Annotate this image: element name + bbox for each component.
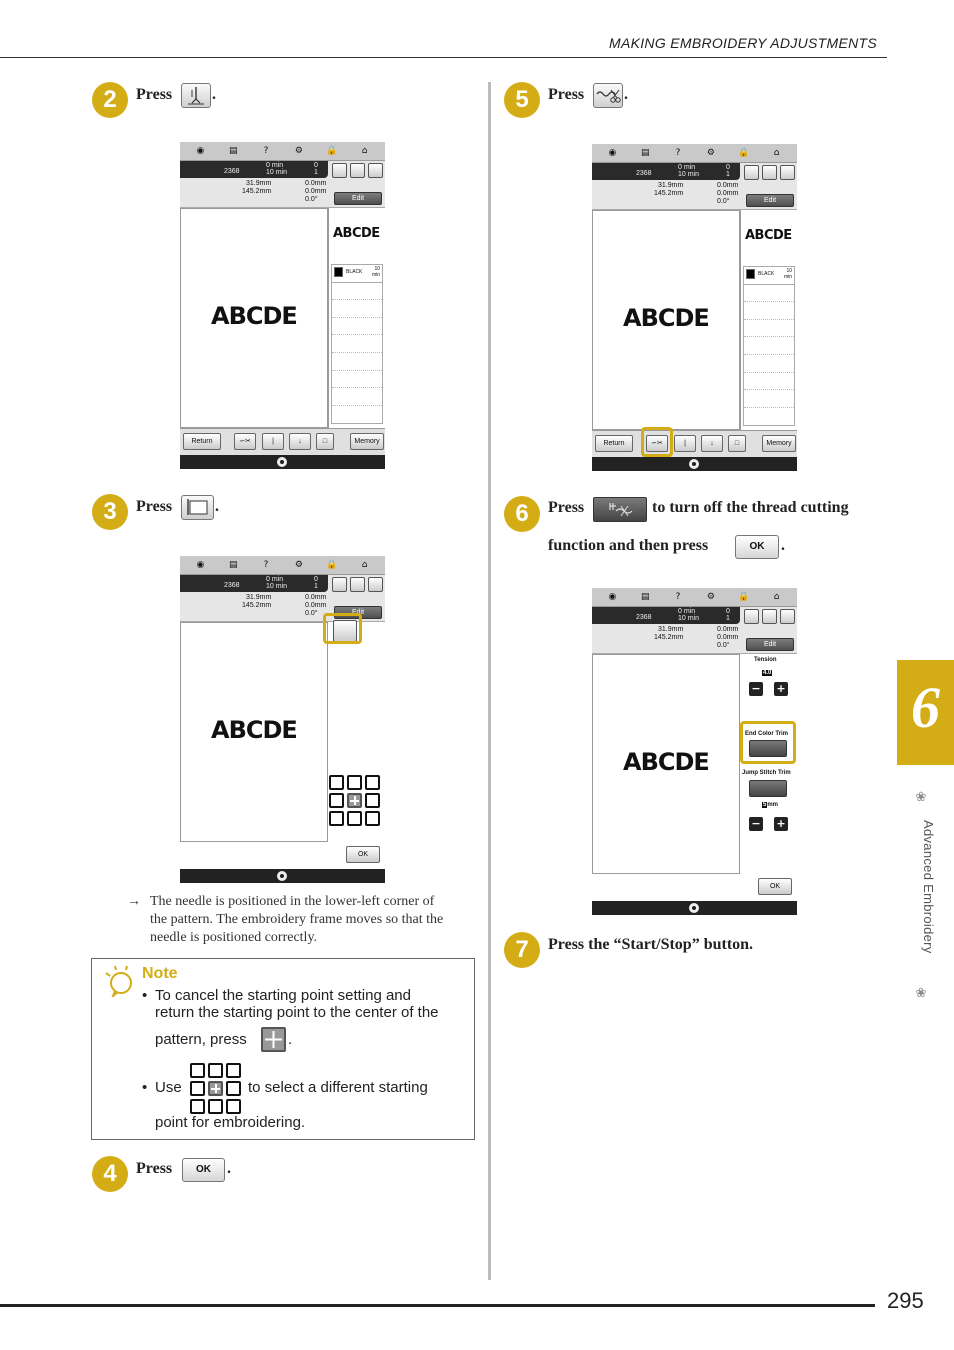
status-bar	[592, 163, 740, 180]
start-bottom-right[interactable]	[226, 1099, 241, 1114]
offset-y: 0.0mm	[305, 594, 327, 601]
offset-x: 0.0mm	[717, 634, 739, 641]
thread-icon	[744, 609, 759, 624]
time-total: 10 min	[266, 169, 288, 176]
color-swatch	[334, 267, 343, 277]
rotation-angle: 0.0°	[305, 610, 318, 617]
screen-footer	[592, 901, 797, 915]
step-4-label: Press	[136, 1160, 173, 1177]
screen-step-2	[180, 142, 385, 469]
time-elapsed: 0 min	[678, 608, 696, 615]
end-color-trim-label: End Color Trim	[745, 731, 789, 737]
side-label	[901, 790, 941, 1010]
note-bullet1-end: .	[288, 1031, 293, 1048]
thread-cut-button[interactable]: ∽✂	[234, 433, 256, 450]
thread-icon	[332, 577, 347, 592]
tension-minus-button[interactable]: −	[749, 682, 763, 696]
status-bar	[180, 161, 328, 178]
return-button[interactable]: Return	[183, 433, 221, 450]
step-5-label: Press	[548, 86, 585, 103]
color-current: 0	[726, 608, 730, 615]
color-total: 1	[314, 583, 318, 590]
step-5-suffix: .	[624, 86, 628, 103]
column-divider	[488, 82, 491, 1280]
side-panel	[328, 208, 385, 428]
note-bullet1-line1: To cancel the starting point setting and	[155, 987, 411, 1004]
color-current: 0	[726, 164, 730, 171]
thread-color-row[interactable]	[744, 267, 794, 285]
step-6-line2: function and then press	[548, 537, 709, 554]
size-icon	[368, 577, 383, 592]
pattern-height: 145.2mm	[242, 188, 272, 195]
end-color-trim-button[interactable]	[593, 497, 647, 522]
offset-y: 0.0mm	[305, 180, 327, 187]
screen-footer	[180, 869, 385, 883]
start-bottom-center[interactable]	[347, 811, 362, 826]
start-middle-right[interactable]	[226, 1081, 241, 1096]
size-icon	[780, 165, 795, 180]
screen-step-5	[592, 144, 797, 471]
page-number: 295	[887, 1288, 924, 1313]
screen-footer	[180, 455, 385, 469]
jump-plus-button[interactable]: +	[774, 817, 788, 831]
rotation-angle: 0.0°	[305, 196, 318, 203]
thread-color-list	[331, 264, 383, 424]
side-panel	[328, 622, 385, 862]
needle-start-button[interactable]: |	[674, 435, 696, 452]
status-bar	[592, 607, 740, 624]
edit-button[interactable]: Edit	[746, 194, 794, 207]
home-icon: ⌂	[773, 148, 780, 158]
pattern-text: ABCDE	[211, 302, 297, 330]
step-badge-6: 6	[504, 496, 540, 532]
pattern-preview	[592, 210, 740, 430]
step-7-text: Press the “Start/Stop” button.	[548, 936, 754, 953]
jump-stitch-trim-label: Jump Stitch Trim	[742, 770, 791, 776]
bottom-bar	[180, 842, 385, 869]
time-elapsed: 0 min	[678, 164, 696, 171]
step-2-text	[136, 86, 172, 104]
page-icon: ▤	[228, 560, 238, 570]
pattern-preview	[180, 208, 328, 428]
lock-icon: 🔒	[738, 148, 750, 158]
bottom-bar	[592, 874, 797, 901]
starting-point-icon	[182, 496, 213, 519]
pattern-text: ABCDE	[623, 304, 709, 332]
pattern-thumb: ABCDE	[333, 226, 380, 241]
screen-step-3	[180, 556, 385, 883]
color-total: 1	[726, 615, 730, 622]
stitch-count: 2368	[224, 168, 240, 175]
status-panel	[592, 162, 797, 210]
needle-down-button[interactable]	[181, 83, 211, 108]
chapter-number: 6	[911, 675, 940, 740]
thread-time: 10 min	[783, 268, 792, 280]
thread-color-row[interactable]	[332, 265, 382, 283]
settings-icon: ⚙	[294, 560, 303, 570]
status-panel	[592, 606, 797, 654]
edit-button[interactable]: Edit	[334, 192, 382, 205]
settings-icon: ⚙	[294, 146, 303, 156]
step-3-label: Press	[136, 498, 173, 515]
pattern-width: 31.9mm	[658, 626, 684, 633]
pattern-height: 145.2mm	[654, 634, 684, 641]
help-icon: ?	[675, 148, 681, 158]
memory-button[interactable]: Memory	[350, 433, 384, 450]
needle-down-button[interactable]: ↓	[701, 435, 723, 452]
start-bottom-center[interactable]	[208, 1099, 223, 1114]
step-2-suffix: .	[212, 86, 216, 103]
thread-icon	[744, 165, 759, 180]
step-3-suffix: .	[215, 498, 219, 515]
start-bottom-right[interactable]	[365, 811, 380, 826]
bottom-bar	[180, 428, 385, 455]
needle-start-button[interactable]: |	[262, 433, 284, 450]
edit-button[interactable]: Edit	[334, 606, 382, 619]
footer-rule	[0, 1304, 875, 1307]
trim-settings-panel	[740, 654, 797, 904]
start-center[interactable]	[208, 1081, 223, 1096]
note-title: Note	[142, 965, 178, 982]
page-icon: ▤	[640, 148, 650, 158]
pattern-preview	[180, 622, 328, 842]
tension-label: Tension	[754, 657, 777, 663]
time-elapsed: 0 min	[266, 576, 284, 583]
start-bottom-left[interactable]	[329, 811, 344, 826]
jump-stitch-trim-button[interactable]	[749, 780, 787, 797]
note-bullet1-line3: pattern, press	[155, 1031, 247, 1048]
lightbulb-icon	[102, 965, 136, 997]
start-center[interactable]	[347, 793, 362, 808]
time-total: 10 min	[266, 583, 288, 590]
pattern-width: 31.9mm	[246, 594, 272, 601]
home-icon: ⌂	[361, 146, 368, 156]
step-3-text	[136, 498, 172, 516]
note-bullet2-pre: Use	[155, 1079, 182, 1096]
pattern-thumb: ABCDE	[745, 228, 792, 243]
thread-cut-button[interactable]: ∽✂	[646, 435, 668, 452]
time-elapsed: 0 min	[266, 162, 284, 169]
screen-toolbar	[180, 556, 385, 574]
page-icon: ▤	[640, 592, 650, 602]
color-total: 1	[726, 171, 730, 178]
note-bullet2-post: to select a different starting	[248, 1079, 428, 1096]
thread-cut-button[interactable]	[593, 83, 623, 108]
section-title: MAKING EMBROIDERY ADJUSTMENTS	[609, 35, 877, 51]
trim-off-icon	[594, 498, 646, 521]
screen-toolbar	[592, 588, 797, 606]
start-middle-right[interactable]	[365, 793, 380, 808]
color-current: 0	[314, 576, 318, 583]
thread-color-name: BLACK	[758, 271, 775, 277]
center-start-button[interactable]	[261, 1027, 286, 1052]
settings-icon: ⚙	[706, 148, 715, 158]
rotation-angle: 0.0°	[717, 642, 730, 649]
frame-icon	[350, 163, 365, 178]
help-icon: ?	[675, 592, 681, 602]
stitch-count: 2368	[636, 170, 652, 177]
camera-icon: ◉	[608, 592, 617, 602]
flourish-icon: ❀	[915, 789, 927, 804]
scroll-icon	[689, 459, 699, 469]
help-icon: ?	[263, 560, 269, 570]
ok-button[interactable]: OK	[182, 1158, 225, 1182]
start-top-right[interactable]	[226, 1063, 241, 1078]
jump-minus-button[interactable]: −	[749, 817, 763, 831]
camera-icon: ◉	[608, 148, 617, 158]
ok-button[interactable]: OK	[346, 846, 380, 863]
note-bullet1-line2: return the starting point to the center of the	[155, 1004, 439, 1021]
pattern-height: 145.2mm	[242, 602, 272, 609]
thread-color-list	[743, 266, 795, 426]
help-icon: ?	[263, 146, 269, 156]
step-badge-7: 7	[504, 932, 540, 968]
starting-point-button[interactable]	[181, 495, 214, 520]
size-icon	[368, 163, 383, 178]
page-header	[0, 34, 887, 58]
home-icon: ⌂	[361, 560, 368, 570]
camera-icon: ◉	[196, 146, 205, 156]
step-4-suffix: .	[227, 1160, 231, 1177]
rotation-angle: 0.0°	[717, 198, 730, 205]
scroll-icon	[277, 457, 287, 467]
start-top-left[interactable]	[329, 775, 344, 790]
home-icon: ⌂	[773, 592, 780, 602]
frame-icon	[762, 165, 777, 180]
tension-value: 4.0	[763, 670, 772, 676]
ok-button[interactable]: OK	[758, 878, 792, 895]
thread-icon	[332, 163, 347, 178]
frame-icon	[350, 577, 365, 592]
step-6-middle: to turn off the thread cutting	[652, 499, 849, 516]
needle-down-icon	[182, 84, 210, 107]
start-top-center[interactable]	[347, 775, 362, 790]
lock-icon: 🔒	[738, 592, 750, 602]
thread-color-name: BLACK	[346, 269, 363, 275]
time-total: 10 min	[678, 171, 700, 178]
lock-icon: 🔒	[326, 560, 338, 570]
start-top-center[interactable]	[208, 1063, 223, 1078]
note-box	[91, 958, 475, 1140]
settings-icon: ⚙	[706, 592, 715, 602]
start-middle-left[interactable]	[190, 1081, 205, 1096]
screen-toolbar	[592, 144, 797, 162]
pattern-height: 145.2mm	[654, 190, 684, 197]
flourish-icon: ❀	[915, 985, 927, 1000]
camera-icon: ◉	[196, 560, 205, 570]
highlight-starting-point	[323, 613, 362, 644]
bottom-bar	[592, 430, 797, 457]
step-badge-2: 2	[92, 82, 128, 118]
highlight-thread-cut	[641, 427, 673, 457]
note-starting-point-grid	[190, 1063, 241, 1114]
offset-y: 0.0mm	[717, 182, 739, 189]
crosshair-icon	[263, 1029, 284, 1050]
result-line-2: the pattern. The embroidery frame moves so that the	[150, 912, 444, 927]
step-2-label: Press	[136, 86, 173, 103]
scroll-icon	[689, 903, 699, 913]
step-6-label: Press	[548, 499, 585, 516]
screen-toolbar	[180, 142, 385, 160]
color-swatch	[746, 269, 755, 279]
starting-point-grid	[329, 775, 380, 826]
time-total: 10 min	[678, 615, 700, 622]
result-line-1: The needle is positioned in the lower-left corner of	[150, 894, 435, 909]
start-top-right[interactable]	[365, 775, 380, 790]
ok-button[interactable]: OK	[735, 535, 779, 559]
chapter-tab	[897, 660, 954, 765]
step-badge-4: 4	[92, 1156, 128, 1192]
offset-x: 0.0mm	[717, 190, 739, 197]
stitch-count: 2368	[224, 582, 240, 589]
offset-x: 0.0mm	[305, 602, 327, 609]
trial-button[interactable]: □	[316, 433, 334, 450]
offset-x: 0.0mm	[305, 188, 327, 195]
color-current: 0	[314, 162, 318, 169]
frame-icon	[762, 609, 777, 624]
pattern-width: 31.9mm	[246, 180, 272, 187]
start-bottom-left[interactable]	[190, 1099, 205, 1114]
jump-value: 5mm	[763, 802, 779, 808]
result-arrow: →	[127, 894, 141, 909]
lock-icon: 🔒	[326, 146, 338, 156]
pattern-preview	[592, 654, 740, 874]
pattern-width: 31.9mm	[658, 182, 684, 189]
side-panel	[740, 210, 797, 430]
note-bullet2-line2: point for embroidering.	[155, 1114, 306, 1131]
status-bar	[180, 575, 328, 592]
start-top-left[interactable]	[190, 1063, 205, 1078]
trial-button[interactable]: □	[728, 435, 746, 452]
edit-button[interactable]: Edit	[746, 638, 794, 651]
tension-plus-button[interactable]: +	[774, 682, 788, 696]
page-icon: ▤	[228, 146, 238, 156]
highlight-end-color-trim	[740, 721, 796, 764]
size-icon	[780, 609, 795, 624]
step-badge-3: 3	[92, 494, 128, 530]
screen-footer	[592, 457, 797, 471]
thread-cut-icon	[594, 84, 622, 107]
color-total: 1	[314, 169, 318, 176]
note-bullet: •	[142, 987, 148, 1004]
start-middle-left[interactable]	[329, 793, 344, 808]
result-line-3: needle is positioned correctly.	[150, 930, 318, 945]
thread-time: 10 min	[371, 266, 380, 278]
side-label-text: Advanced Embroidery	[921, 820, 936, 954]
return-button[interactable]: Return	[595, 435, 633, 452]
pattern-text: ABCDE	[211, 716, 297, 744]
offset-y: 0.0mm	[717, 626, 739, 633]
needle-down-button[interactable]: ↓	[289, 433, 311, 450]
scroll-icon	[277, 871, 287, 881]
note-bullet: •	[142, 1079, 148, 1096]
pattern-text: ABCDE	[623, 748, 709, 776]
stitch-count: 2368	[636, 614, 652, 621]
memory-button[interactable]: Memory	[762, 435, 796, 452]
screen-step-6	[592, 588, 797, 915]
status-panel	[180, 160, 385, 208]
step-6-suffix: .	[781, 537, 785, 554]
step-badge-5: 5	[504, 82, 540, 118]
